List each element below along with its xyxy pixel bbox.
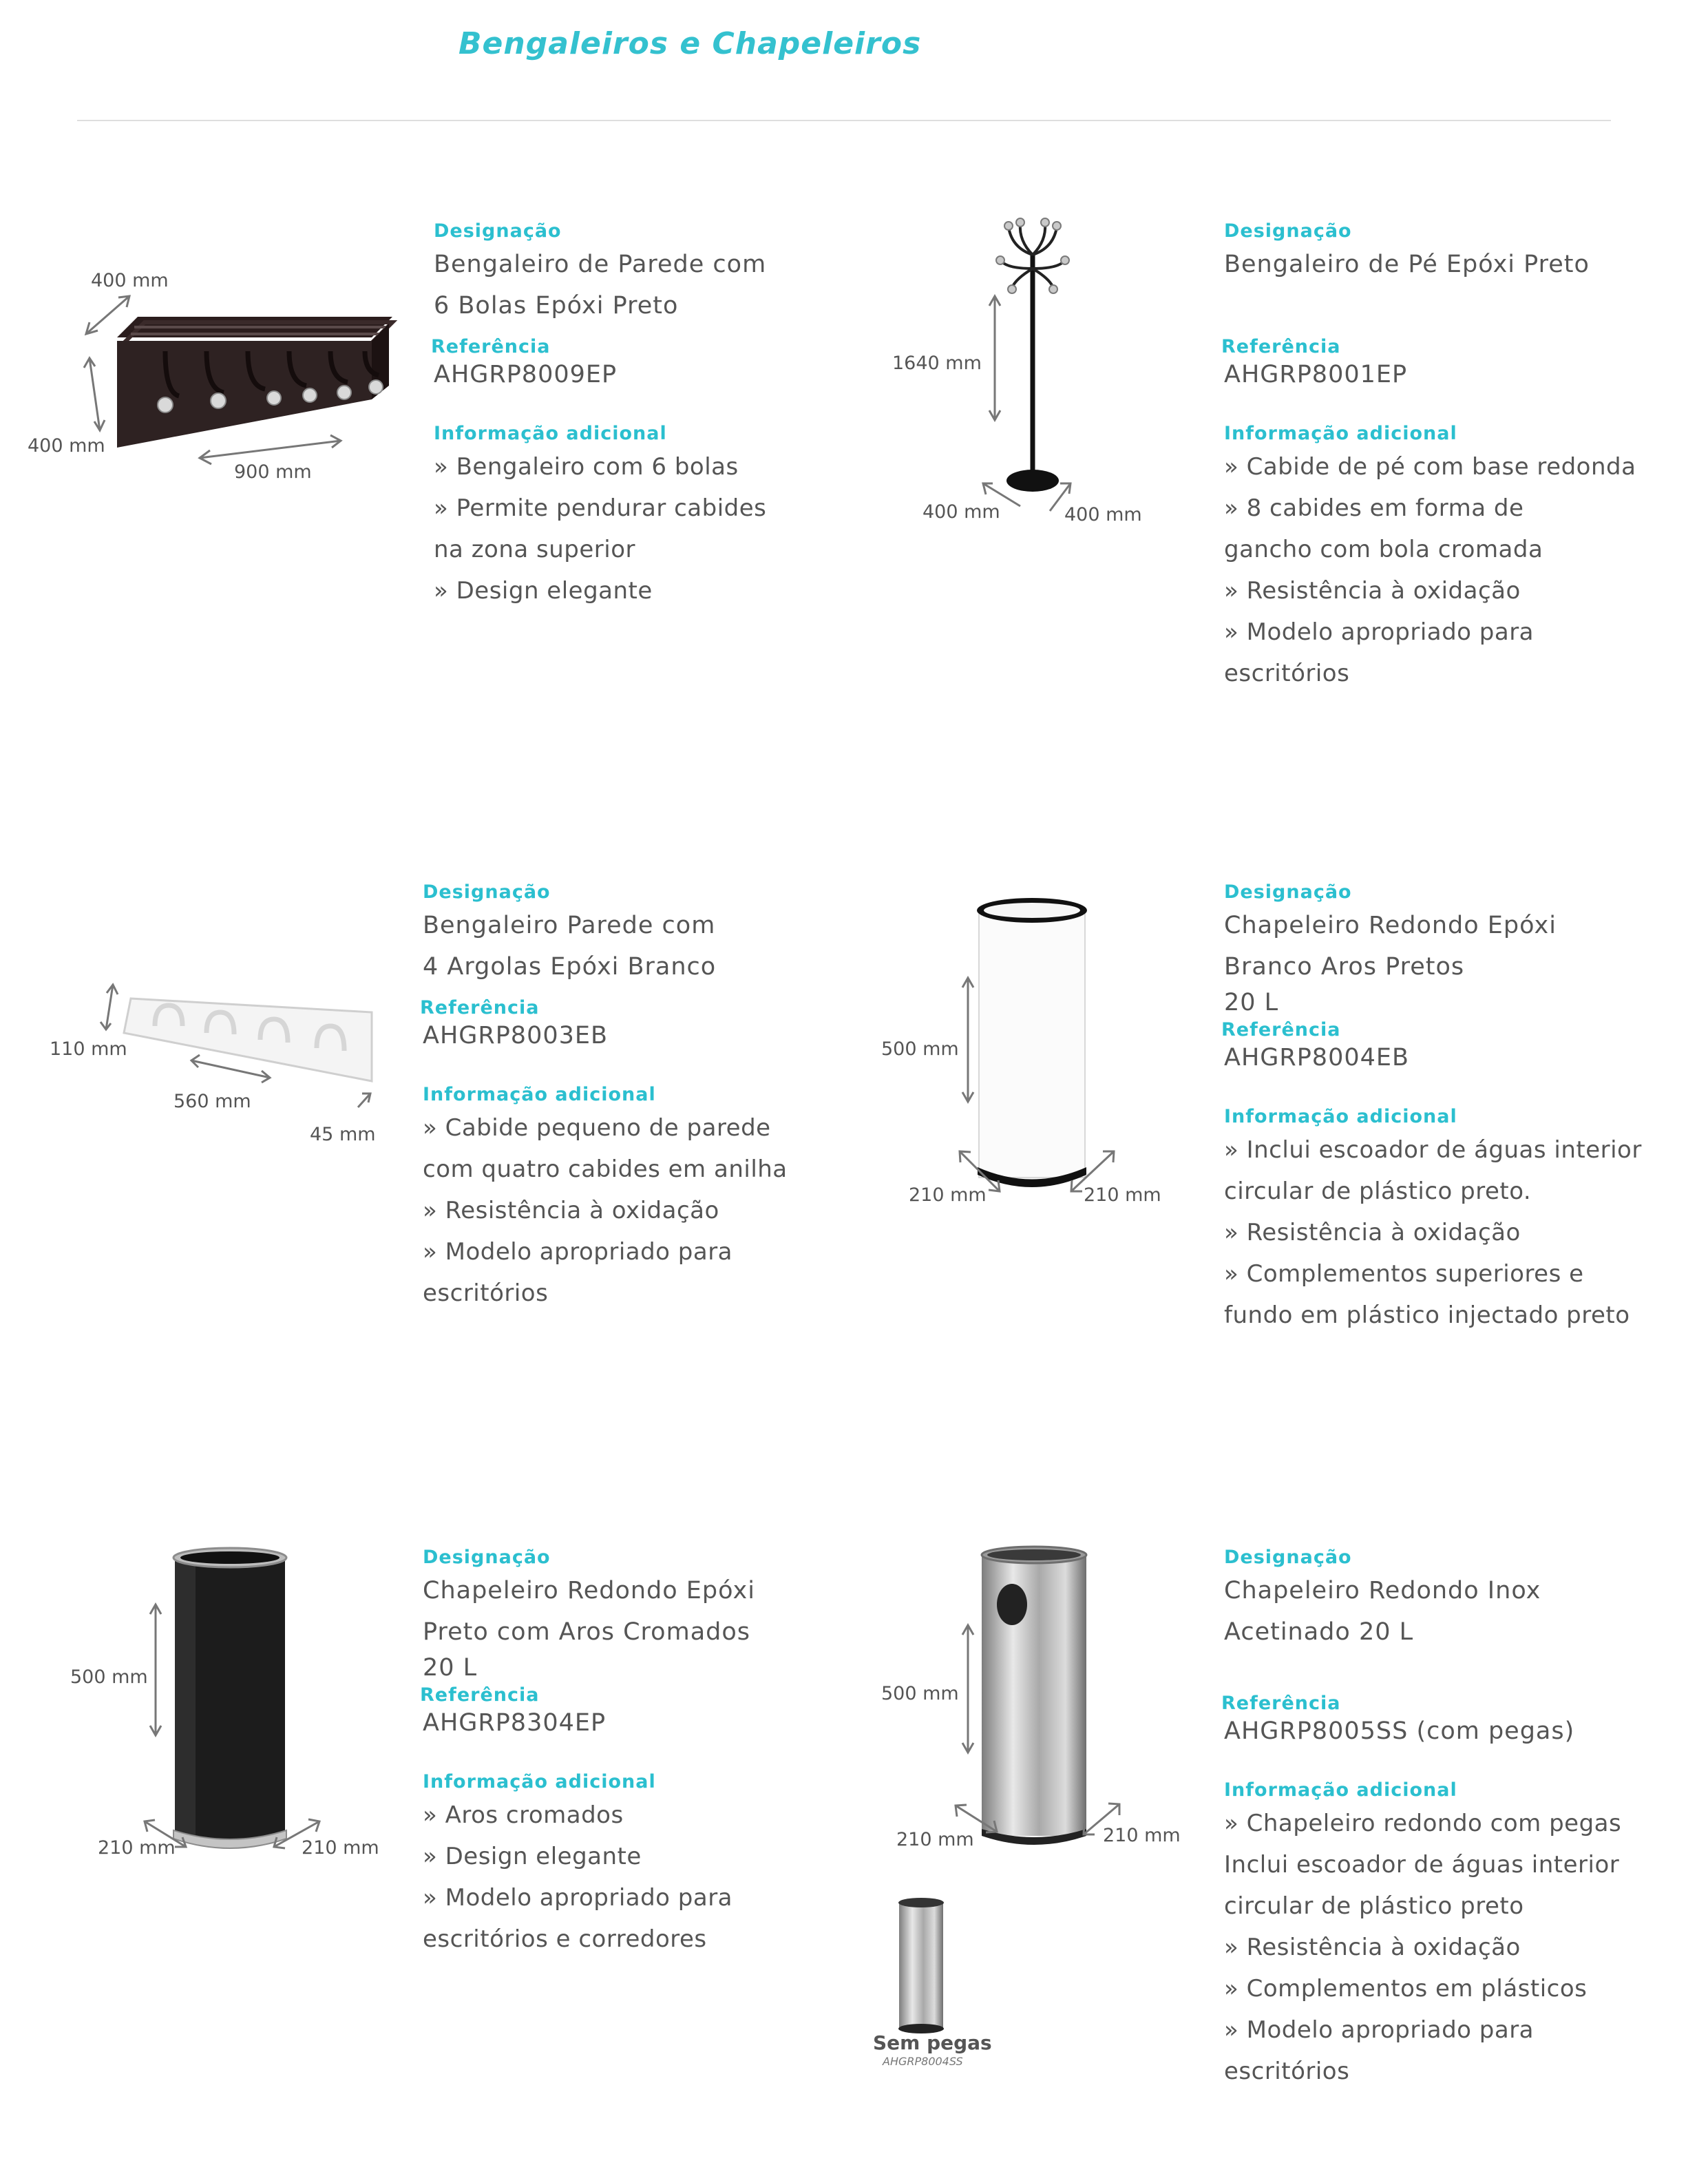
info-line: gancho com bola cromada [1224, 536, 1543, 563]
info-list [1224, 446, 1678, 694]
info-line: » Modelo apropriado para [1224, 2016, 1535, 2044]
product-block [1221, 1545, 1692, 2092]
stand-handle [997, 1584, 1027, 1625]
info-label: Informação adicional [1224, 423, 1457, 444]
stand-body [979, 909, 1085, 1178]
info-line: » Permite pendurar cabides [434, 494, 767, 522]
title-divider [77, 120, 1611, 121]
dimension-label: 210 mm [1084, 1184, 1161, 1206]
info-label: Informação adicional [434, 423, 667, 444]
dimension-label: 400 mm [922, 501, 1000, 523]
dimension-label: 210 mm [1103, 1825, 1181, 1846]
designation-label: Designação [423, 1547, 551, 1568]
product-title: Chapeleiro Redondo Epóxi [423, 1577, 755, 1604]
product-image-standing-coat-rack [978, 213, 1170, 516]
reference-label: Referência [1221, 336, 1341, 357]
info-line: » Resistência à oxidação [1224, 1219, 1521, 1246]
stand-body [982, 1554, 1086, 1836]
designation-label: Designação [434, 220, 562, 242]
product-title: Bengaleiro de Pé Epóxi Preto [1224, 251, 1590, 278]
designation-label: Designação [1224, 881, 1352, 903]
info-line: escritórios [423, 1279, 549, 1307]
info-line: » Aros cromados [423, 1801, 624, 1829]
info-line: fundo em plástico injectado preto [1224, 1301, 1630, 1329]
product-title: Chapeleiro Redondo Inox [1224, 1577, 1541, 1604]
info-line: na zona superior [434, 536, 635, 563]
info-list [1224, 1803, 1692, 2092]
reference-label: Referência [1221, 1019, 1341, 1040]
product-block [1221, 880, 1692, 1336]
product-reference: AHGRP8304EP [423, 1709, 607, 1737]
product-image-wall-rack-6-balls [69, 275, 413, 475]
info-line: circular de plástico preto. [1224, 1178, 1532, 1205]
designation-label: Designação [1224, 220, 1352, 242]
product-block [420, 1545, 877, 1960]
product-reference: AHGRP8003EB [423, 1022, 609, 1049]
dimension-label: 210 mm [98, 1837, 176, 1859]
product-title: Acetinado 20 L [1224, 1618, 1414, 1646]
product-image-variant-no-handles [892, 1895, 954, 2040]
dimension-label: 560 mm [173, 1091, 251, 1112]
product-title: 20 L [1224, 989, 1279, 1016]
info-label: Informação adicional [423, 1771, 656, 1792]
info-list [423, 1795, 877, 1960]
dimension-label: 400 mm [91, 270, 169, 291]
info-line: » Resistência à oxidação [1224, 1934, 1521, 1961]
dimension-label: 210 mm [909, 1184, 987, 1206]
dimension-label: 400 mm [28, 435, 105, 457]
info-line: » Complementos superiores e [1224, 1260, 1584, 1288]
product-title: Bengaleiro Parede com [423, 912, 716, 939]
coat-rack-base [1006, 470, 1059, 492]
dimension-label: 210 mm [896, 1829, 974, 1850]
product-title: Preto com Aros Cromados [423, 1618, 751, 1646]
info-line: » Resistência à oxidação [423, 1197, 719, 1224]
info-line: » Design elegante [423, 1843, 642, 1870]
reference-label: Referência [1221, 1693, 1341, 1714]
product-title: Chapeleiro Redondo Epóxi [1224, 912, 1557, 939]
info-line: » Resistência à oxidação [1224, 577, 1521, 605]
info-label: Informação adicional [1224, 1779, 1457, 1801]
product-title: 6 Bolas Epóxi Preto [434, 292, 679, 320]
dimension-label: 500 mm [70, 1666, 148, 1688]
product-image-white-umbrella-stand [936, 888, 1184, 1219]
info-list [1224, 1129, 1692, 1336]
info-line: escritórios e corredores [423, 1925, 707, 1953]
info-list [423, 1107, 877, 1314]
info-line: » Chapeleiro redondo com pegas [1224, 1810, 1622, 1837]
info-list [434, 446, 861, 611]
dimension-label: 500 mm [881, 1038, 959, 1060]
info-line: » Cabide pequeno de parede [423, 1114, 771, 1142]
product-title: 20 L [423, 1654, 478, 1682]
info-line: Inclui escoador de águas interior [1224, 1851, 1620, 1879]
info-line: » Design elegante [434, 577, 653, 605]
reference-label: Referência [420, 1684, 540, 1706]
info-line: » Bengaleiro com 6 bolas [434, 453, 739, 481]
dimension-label: 110 mm [50, 1038, 127, 1060]
product-block [431, 219, 861, 611]
product-block [420, 880, 877, 1314]
reference-label: Referência [420, 997, 540, 1018]
page-title: Bengaleiros e Chapeleiros [458, 26, 922, 61]
info-label: Informação adicional [1224, 1106, 1457, 1127]
dimension-label: 500 mm [881, 1683, 959, 1704]
dimension-label: 1640 mm [892, 353, 982, 374]
product-reference: AHGRP8004EB [1224, 1044, 1410, 1071]
info-line: » Inclui escoador de águas interior [1224, 1136, 1642, 1164]
info-line: circular de plástico preto [1224, 1892, 1524, 1920]
product-reference: AHGRP8001EP [1224, 361, 1408, 388]
product-title: 4 Argolas Epóxi Branco [423, 953, 717, 981]
info-line: » Modelo apropriado para [423, 1884, 733, 1912]
product-image-stainless-umbrella-stand [936, 1542, 1198, 1859]
designation-label: Designação [1224, 1547, 1352, 1568]
info-line: escritórios [1224, 2058, 1350, 2085]
info-line: » 8 cabides em forma de [1224, 494, 1524, 522]
dimension-label: 900 mm [234, 461, 312, 483]
reference-label: Referência [431, 336, 551, 357]
variant-label: Sem pegas [873, 2031, 992, 2054]
info-line: com quatro cabides em anilha [423, 1155, 788, 1183]
info-label: Informação adicional [423, 1084, 656, 1105]
product-image-black-umbrella-stand [124, 1542, 386, 1873]
product-title: Bengaleiro de Parede com [434, 251, 767, 278]
product-title: Branco Aros Pretos [1224, 953, 1465, 981]
dimension-label: 45 mm [310, 1124, 376, 1145]
product-reference: AHGRP8009EP [434, 361, 618, 388]
dimension-label: 400 mm [1064, 504, 1142, 525]
info-line: escritórios [1224, 660, 1350, 687]
info-line: » Cabide de pé com base redonda [1224, 453, 1636, 481]
info-line: » Modelo apropriado para [1224, 618, 1535, 646]
product-reference: AHGRP8005SS (com pegas) [1224, 1717, 1575, 1745]
designation-label: Designação [423, 881, 551, 903]
info-line: » Modelo apropriado para [423, 1238, 733, 1266]
wall-rack-backboard [117, 341, 372, 448]
variant-code: AHGRP8004SS [883, 2055, 963, 2068]
dimension-label: 210 mm [302, 1837, 379, 1859]
product-block [1221, 219, 1678, 694]
info-line: » Complementos em plásticos [1224, 1975, 1588, 2002]
wall-rack-shelf [117, 317, 392, 343]
